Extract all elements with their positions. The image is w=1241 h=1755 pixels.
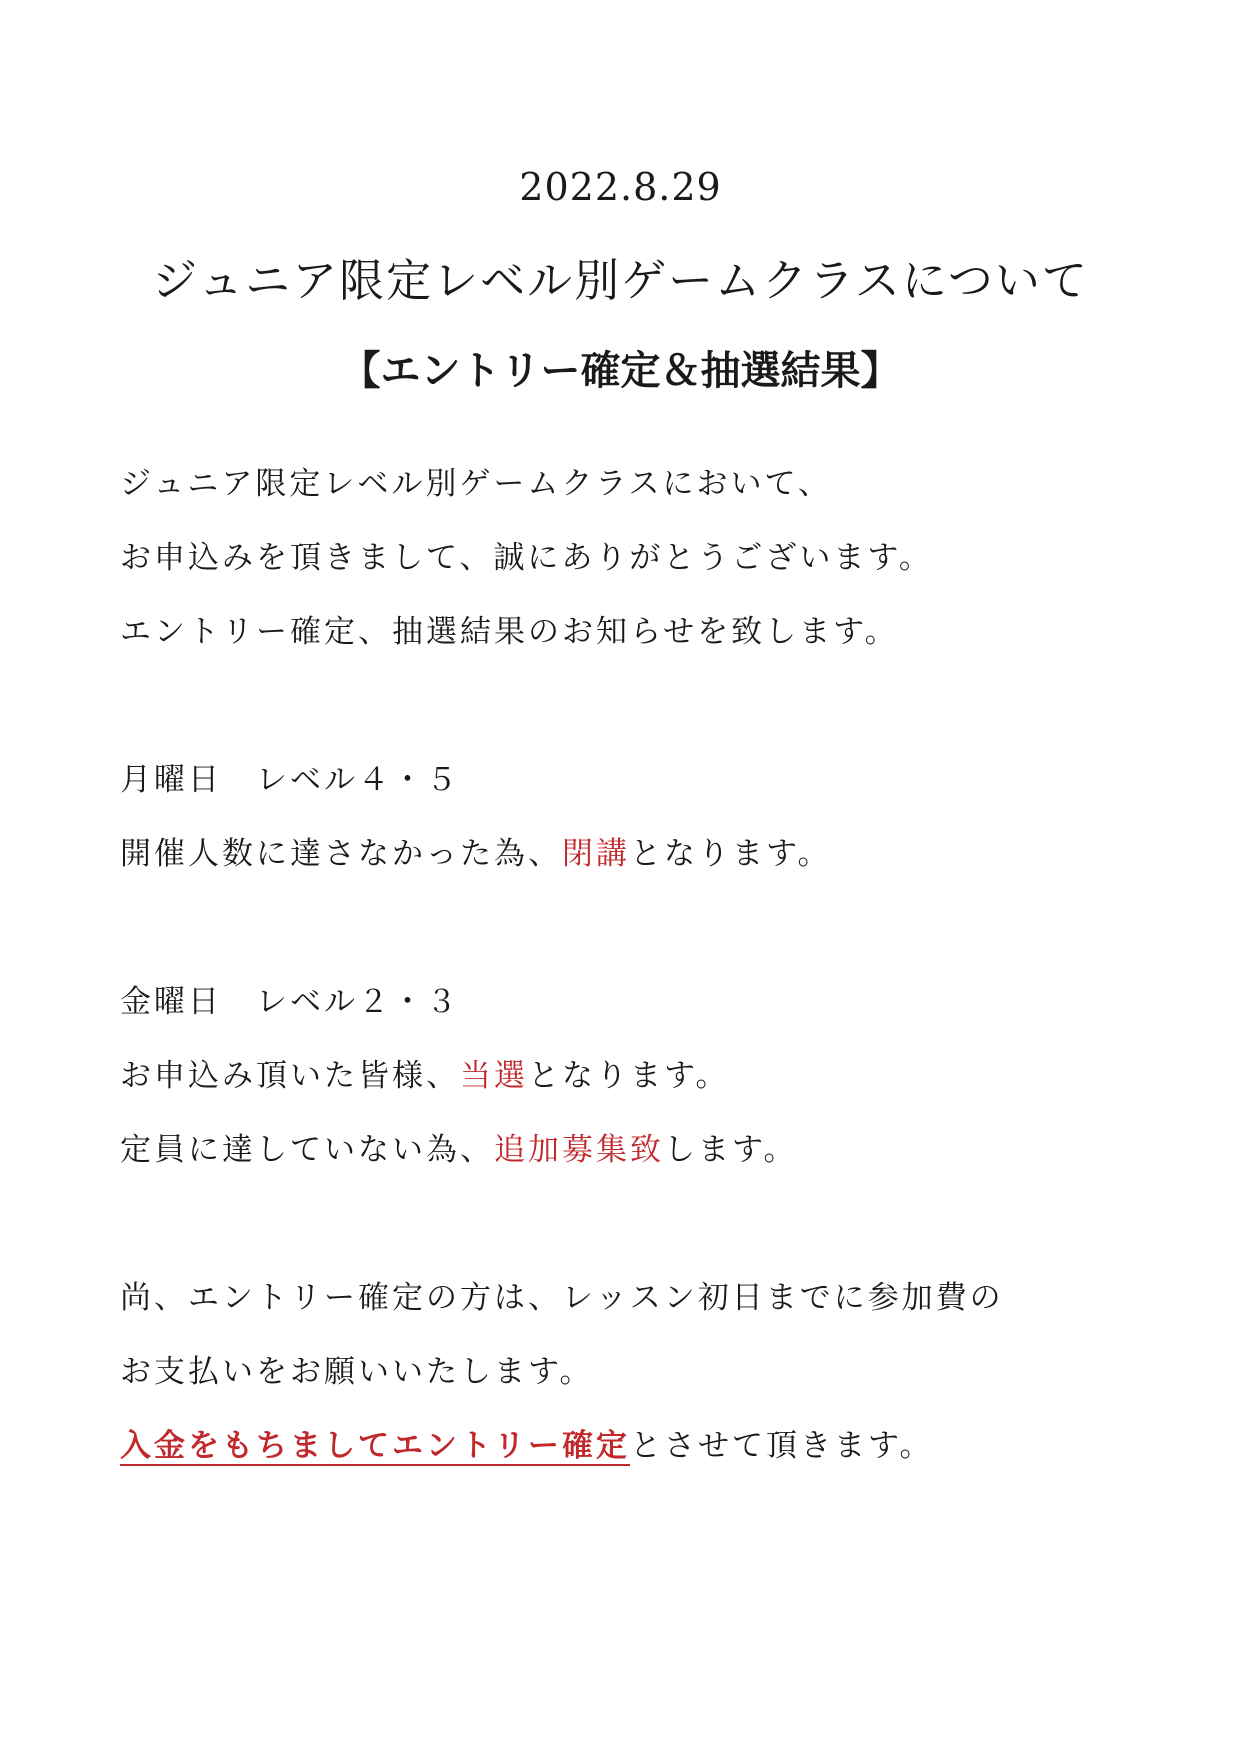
- note-line-1: 尚、エントリー確定の方は、レッスン初日までに参加費の: [120, 1280, 1004, 1316]
- friday-status-highlight-1: 当選: [460, 1058, 528, 1094]
- friday-status-line-1: [120, 1054, 1120, 1098]
- friday-status-line-2: [120, 1128, 1120, 1172]
- note-payment-highlight: 入金をもちましてエントリー確定: [120, 1428, 630, 1464]
- notice-subtitle: 【エントリー確定＆抽選結果】: [340, 347, 901, 394]
- intro-line-1: ジュニア限定レベル別ゲームクラスにおいて、: [120, 466, 832, 502]
- notice-date: 2022.8.29: [519, 165, 722, 209]
- friday-heading: 金曜日 レベル２・３: [120, 984, 460, 1020]
- note-payment-suffix: とさせて頂きます。: [630, 1428, 934, 1464]
- intro-line-2: お申込みを頂きまして、誠にありがとうございます。: [120, 540, 933, 576]
- monday-status-suffix: となります。: [630, 836, 832, 872]
- friday-status-highlight-2: 追加募集致: [494, 1132, 664, 1168]
- friday-status-suffix-1: となります。: [528, 1058, 730, 1094]
- note-line-2: お支払いをお願いいたします。: [120, 1354, 594, 1390]
- friday-status-text-2: 定員に達していない為、: [120, 1132, 494, 1168]
- note-line-3: [120, 1424, 1120, 1468]
- notice-title: ジュニア限定レベル別ゲームクラスについて: [152, 254, 1089, 307]
- monday-status-text: 開催人数に達さなかった為、: [120, 836, 562, 872]
- friday-status-suffix-2: します。: [664, 1132, 798, 1168]
- monday-status-highlight: 閉講: [562, 836, 630, 872]
- friday-status-text-1: お申込み頂いた皆様、: [120, 1058, 460, 1094]
- intro-line-3: エントリー確定、抽選結果のお知らせを致します。: [120, 614, 899, 650]
- monday-status-line: [120, 832, 1120, 876]
- monday-heading: 月曜日 レベル４・５: [120, 762, 460, 798]
